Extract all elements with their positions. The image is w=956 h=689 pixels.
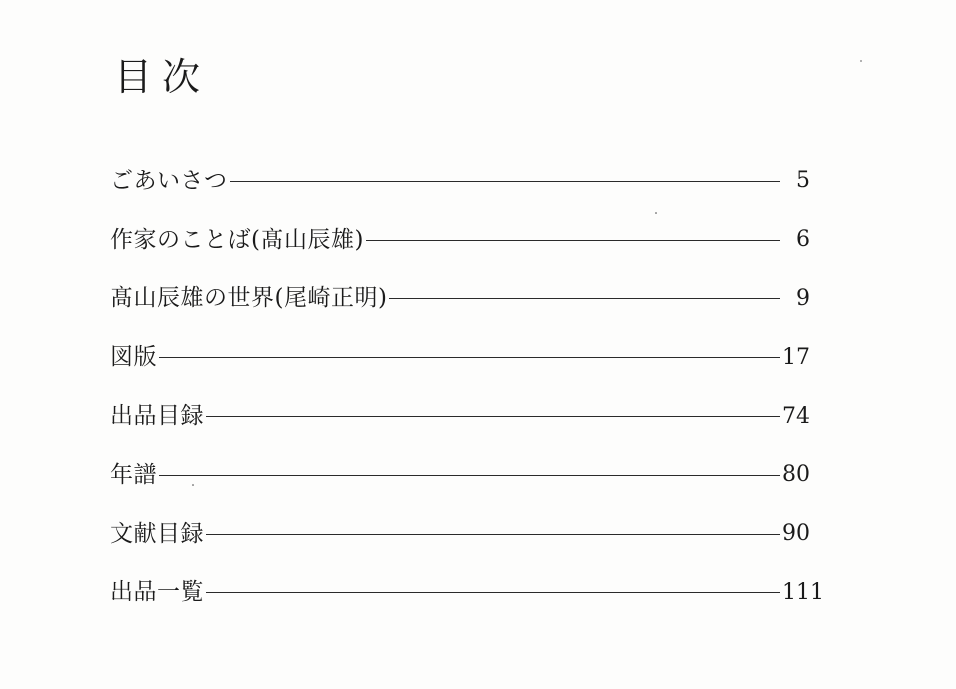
page-title: 目次 xyxy=(114,55,211,99)
toc-entry xyxy=(110,446,810,505)
toc-entry xyxy=(110,270,810,329)
leader-line xyxy=(389,298,780,299)
toc-entry-page: 17 xyxy=(782,344,810,370)
leader-line xyxy=(230,181,781,182)
toc-entry xyxy=(110,564,824,623)
leader-line xyxy=(159,357,780,358)
toc-entry-page: 90 xyxy=(782,521,810,547)
toc-entry-label: 出品目録 xyxy=(110,403,204,430)
table-of-contents xyxy=(110,152,824,622)
leader-line xyxy=(159,475,780,476)
leader-line xyxy=(206,592,780,593)
toc-entry-page: 5 xyxy=(796,168,810,194)
toc-entry xyxy=(110,505,810,564)
toc-entry-page: 6 xyxy=(796,227,810,253)
leader-line xyxy=(206,534,780,535)
toc-entry-label: 文献目録 xyxy=(110,520,204,547)
scan-speck xyxy=(192,484,194,486)
toc-entry-page: 111 xyxy=(782,579,824,605)
scan-speck xyxy=(860,60,862,62)
scan-speck xyxy=(655,212,657,214)
toc-entry xyxy=(110,328,810,387)
toc-entry-page: 80 xyxy=(782,462,810,488)
toc-entry-page: 9 xyxy=(796,285,810,311)
toc-entry xyxy=(110,152,810,211)
leader-line xyxy=(366,240,780,241)
toc-entry-label: ごあいさつ xyxy=(110,167,228,194)
toc-entry-label: 出品一覧 xyxy=(110,579,204,606)
toc-entry-label: 年譜 xyxy=(110,461,157,488)
toc-entry-page: 74 xyxy=(782,403,810,429)
toc-entry-label: 髙山辰雄の世界(尾崎正明) xyxy=(110,285,388,312)
toc-entry xyxy=(110,211,810,270)
toc-entry-label: 作家のことば(髙山辰雄) xyxy=(110,226,364,253)
toc-entry xyxy=(110,387,810,446)
toc-entry-label: 図版 xyxy=(110,344,157,371)
leader-line xyxy=(206,416,780,417)
